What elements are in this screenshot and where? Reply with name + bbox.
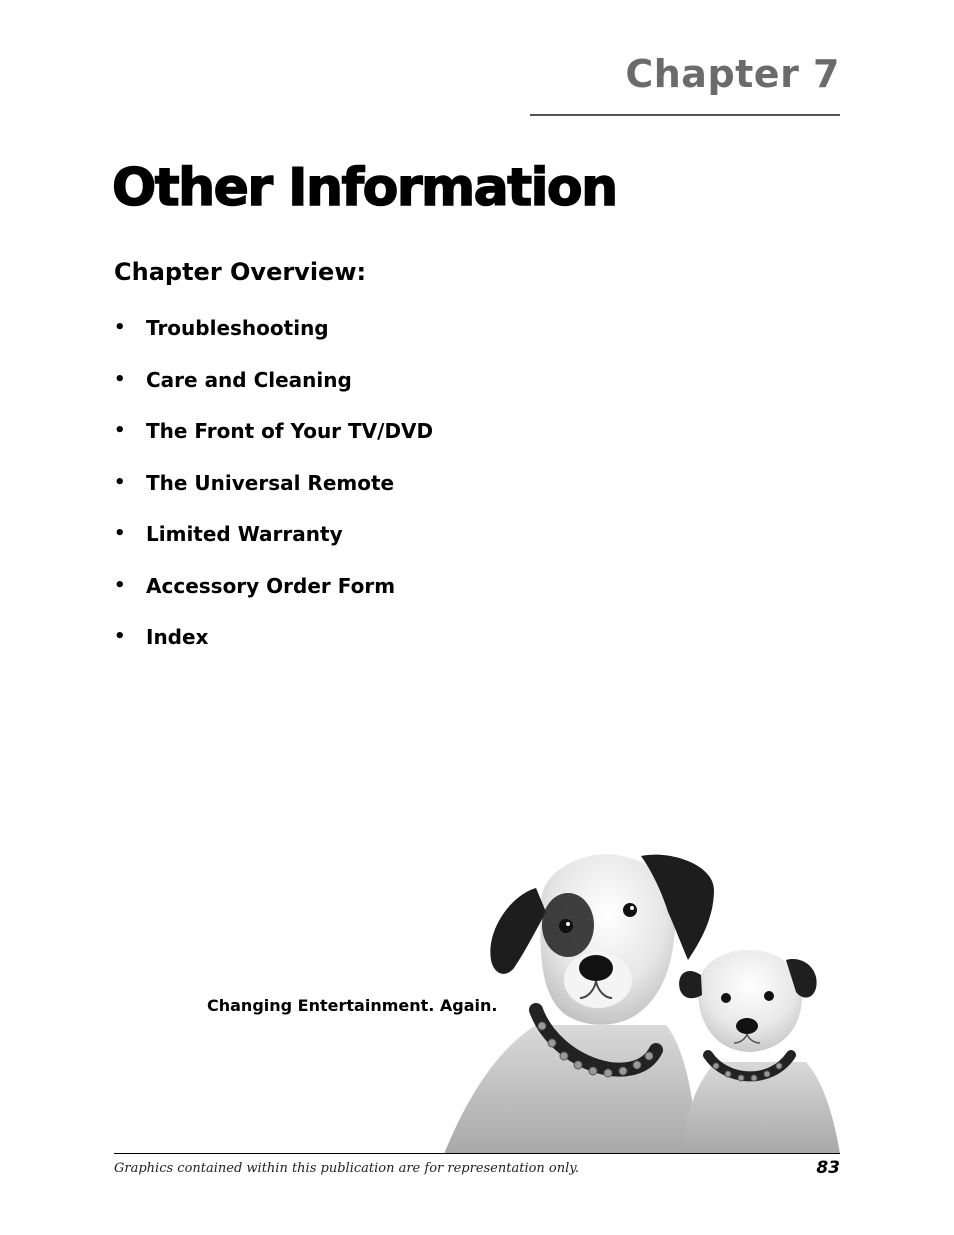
chapter-divider	[530, 114, 840, 116]
bullet-icon: •	[114, 368, 126, 390]
overview-list	[114, 314, 433, 675]
page-title: Other Information	[112, 158, 617, 218]
bullet-icon: •	[114, 471, 126, 493]
list-item	[114, 417, 433, 469]
list-item	[114, 520, 433, 572]
bullet-icon: •	[114, 317, 126, 338]
small-dog	[679, 950, 840, 1154]
large-dog	[444, 854, 714, 1154]
two-dogs-illustration	[436, 850, 840, 1154]
list-item-label: Accessory Order Form	[146, 573, 396, 598]
bullet-icon: •	[114, 626, 126, 647]
list-item-label: The Front of Your TV/DVD	[146, 419, 434, 443]
tagline: Changing Entertainment. Again.	[207, 996, 498, 1015]
list-item-label: Troubleshooting	[146, 316, 329, 340]
footer-note: Graphics contained within this publication are for representation only.	[114, 1161, 580, 1176]
bullet-icon: •	[114, 523, 126, 544]
list-item-label: Index	[146, 625, 209, 649]
list-item-label: Care and Cleaning	[146, 367, 352, 392]
list-item	[114, 469, 433, 521]
list-item	[114, 366, 433, 418]
list-item	[114, 572, 433, 624]
overview-heading: Chapter Overview:	[114, 258, 367, 286]
page-number: 83	[816, 1158, 840, 1178]
bullet-icon: •	[114, 574, 126, 596]
list-item	[114, 623, 433, 675]
list-item-label: The Universal Remote	[146, 470, 395, 495]
bullet-icon: •	[114, 420, 126, 441]
chapter-label: Chapter 7	[625, 52, 840, 96]
list-item	[114, 314, 433, 366]
footer-divider	[114, 1153, 840, 1154]
list-item-label: Limited Warranty	[146, 522, 343, 546]
